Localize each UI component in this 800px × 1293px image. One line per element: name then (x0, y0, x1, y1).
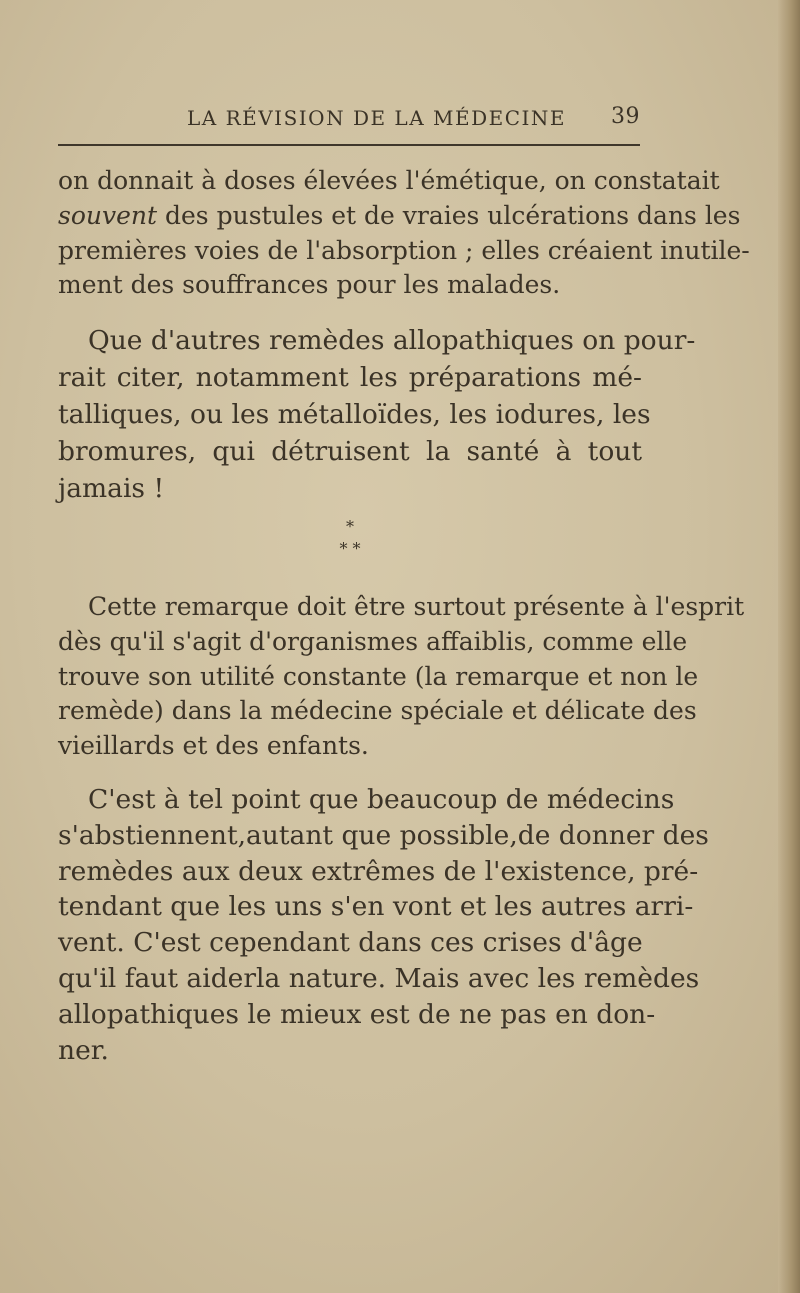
italic-word: souvent (58, 200, 158, 230)
paragraph-2 (58, 322, 696, 507)
text-line: jamais ! (58, 473, 165, 504)
text-line: remède) dans la médecine spéciale et délicate des (58, 696, 697, 726)
paragraph-4 (58, 782, 709, 1068)
paragraph-3 (58, 590, 745, 764)
page-edge-shadow (778, 0, 800, 1293)
header-rule (58, 144, 640, 146)
text-line (58, 199, 741, 234)
text-line: premières voies de l'absorption ; elles créaient inutile- (58, 235, 750, 265)
text-line: ner. (58, 1034, 109, 1066)
text-line: ment des souffrances pour les malades. (58, 270, 561, 300)
text-line: talliques, ou les métalloïdes, les iodures, les (58, 399, 651, 430)
text-line: s'abstiennent,autant que possible,de donner des (58, 819, 709, 851)
text-line-rest: des pustules et de vraies ulcérations dans les (157, 200, 741, 230)
text-line: trouve son utilité constante (la remarque et non le (58, 661, 699, 691)
asterism-top: * (346, 517, 354, 536)
text-line: vieillards et des enfants. (58, 731, 369, 761)
asterism-bottom: * * (339, 539, 361, 558)
text-line: allopathiques le mieux est de ne pas en don- (58, 998, 656, 1030)
page-number: 39 (611, 104, 640, 129)
text-line: remèdes aux deux extrêmes de l'existence, pré- (58, 855, 699, 887)
text-line: bromures, qui détruisent la santé à tout (58, 436, 642, 467)
text-line: C'est à tel point que beaucoup de médecins (88, 784, 675, 815)
running-head-title: LA RÉVISION DE LA MÉDECINE (187, 106, 567, 130)
running-head (60, 104, 640, 138)
text-line: tendant que les uns s'en vont et les autres arri- (58, 891, 694, 923)
text-line: dès qu'il s'agit d'organismes affaiblis, comme elle (58, 626, 688, 656)
text-line: Cette remarque doit être surtout présente à l'esprit (88, 592, 745, 621)
text-line: qu'il faut aiderla nature. Mais avec les remèdes (58, 962, 700, 994)
text-line: vent. C'est cependant dans ces crises d'âge (58, 927, 643, 959)
text-line: Que d'autres remèdes allopathiques on pour- (88, 325, 696, 356)
text-line: on donnait à doses élevées l'émétique, on constatait (58, 166, 720, 195)
asterism-separator (320, 516, 380, 566)
text-line: rait citer, notamment les préparations mé- (58, 362, 642, 393)
paragraph-1 (58, 164, 750, 303)
